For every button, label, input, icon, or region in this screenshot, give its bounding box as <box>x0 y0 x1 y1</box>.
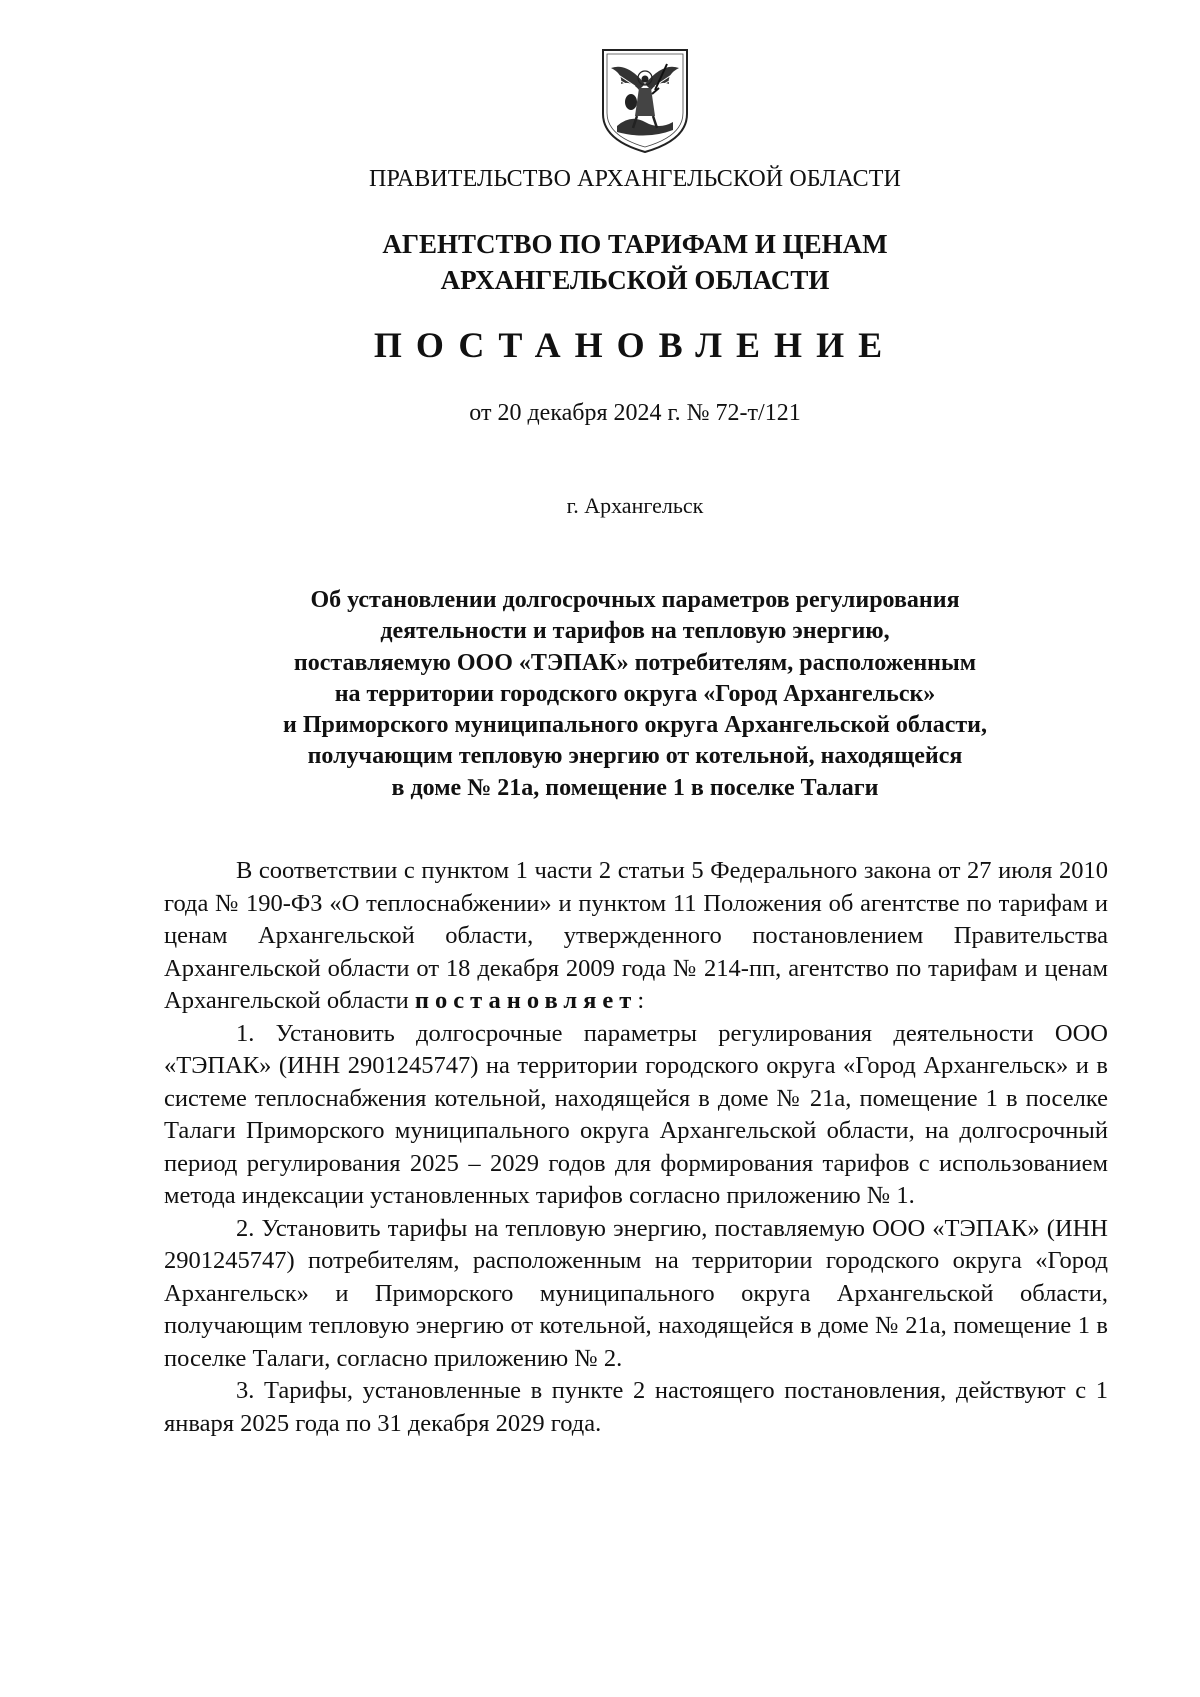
title-line: Об установлении долгосрочных параметров регулирования <box>310 587 960 613</box>
government-heading: ПРАВИТЕЛЬСТВО АРХАНГЕЛЬСКОЙ ОБЛАСТИ <box>369 166 901 192</box>
title-line: в доме № 21а, помещение 1 в поселке Талаги <box>391 774 879 801</box>
title-line: на территории городского округа «Город Архангельск» <box>334 680 936 707</box>
resolves-word: постановляет <box>414 987 638 1014</box>
item-3-paragraph: 3. Тарифы, установленные в пункте 2 настоящего постановления, действуют с 1 января 2025 года по 31 декабря 2029 года. <box>164 1377 1108 1437</box>
preamble-text: В соответствии с пунктом 1 части 2 статьи 5 Федерального закона от 27 июля 2010 года № 190-ФЗ «О теплоснабжении» и пунктом 11 Положения об агентстве по тарифам и ценам Архангельской области, утвержденного постановлением Правительства Архангельской области от 18 декабря 2009 года № 214-пп, агентство по тарифам и ценам Архангельской области <box>164 857 1108 1014</box>
document-city: г. Архангельск <box>566 493 704 518</box>
item-1-paragraph: 1. Установить долгосрочные параметры регулирования деятельности ООО «ТЭПАК» (ИНН 2901245747) на территории городского округа «Город Архангельск» и в системе теплоснабжения котельной, находящейся в доме № 21а, помещение 1 в поселке Талаги Приморского муниципального округа Архангельской области, на долгосрочный период регулирования 2025 – 2029 годов для формирования тарифов с использованием метода индексации установленных тарифов согласно приложению № 1. <box>164 1019 1108 1209</box>
document-type-heading: ПОСТАНОВЛЕНИЕ <box>373 325 897 365</box>
item-2-paragraph: 2. Установить тарифы на тепловую энергию, поставляемую ООО «ТЭПАК» (ИНН 2901245747) потребителям, расположенным на территории городского округа «Город Архангельск» и Приморского муниципального округа Архангельской области, получающим тепловую энергию от котельной, находящейся в доме № 21а, помещение 1 в поселке Талаги, согласно приложению № 2. <box>164 1214 1108 1372</box>
document-date-number: от 20 декабря 2024 г. № 72-т/121 <box>469 400 801 426</box>
title-line: поставляемую ООО «ТЭПАК» потребителям, расположенным <box>293 649 977 676</box>
title-line: деятельности и тарифов на тепловую энергию, <box>380 618 890 645</box>
preamble-paragraph <box>164 855 1108 1018</box>
title-line: и Приморского муниципального округа Архангельской области, <box>283 712 987 739</box>
agency-heading-line-1: АГЕНТСТВО ПО ТАРИФАМ И ЦЕНАМ <box>382 229 888 259</box>
agency-heading-line-2: АРХАНГЕЛЬСКОЙ ОБЛАСТИ <box>440 265 830 295</box>
document-title <box>0 585 1200 804</box>
coat-of-arms-emblem <box>597 44 693 156</box>
coat-of-arms-icon <box>597 44 693 156</box>
document-body <box>164 855 1108 1440</box>
title-line: получающим тепловую энергию от котельной, находящейся <box>307 743 963 770</box>
agency-heading <box>0 226 1200 298</box>
resolves-colon: : <box>637 987 645 1014</box>
